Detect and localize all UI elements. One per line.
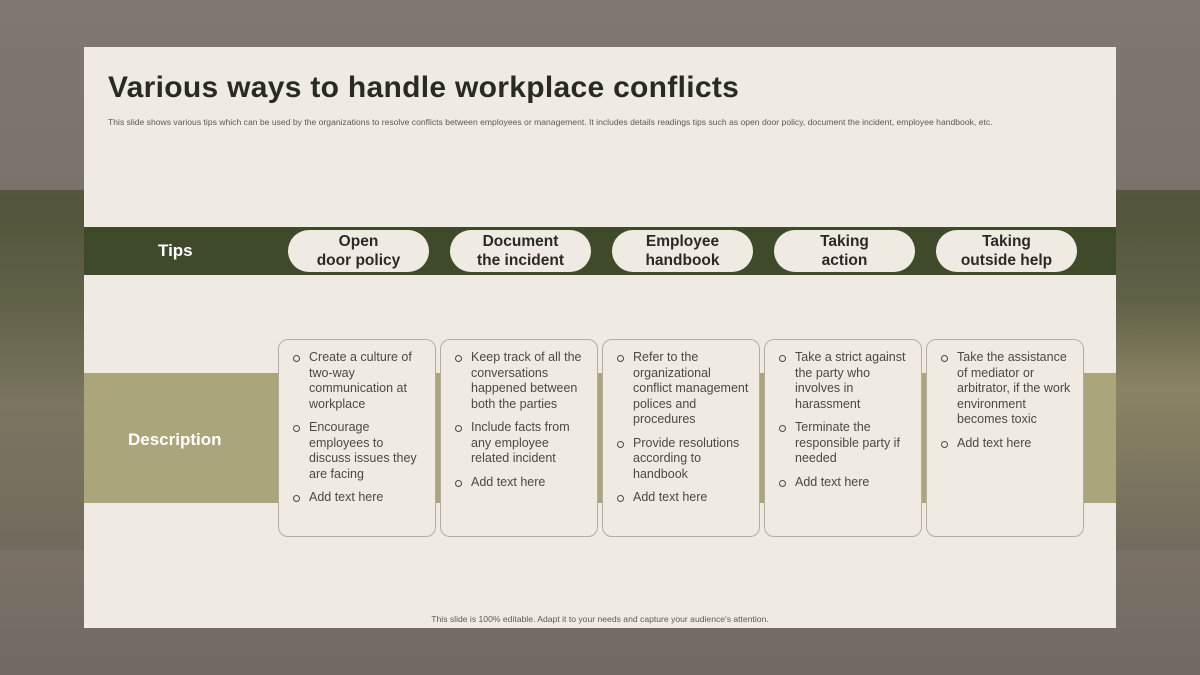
list-item-text: Add text here [957,435,1032,450]
circle-bullet-icon [617,355,624,362]
tip-line: handbook [645,252,720,269]
description-card-open-door-policy [278,339,436,537]
tip-pill-employee-handbook [612,230,753,272]
tip-line: door policy [316,252,401,269]
description-card-employee-handbook [602,339,760,537]
tip-line: action [821,252,868,269]
circle-bullet-icon [779,355,786,362]
slide-footer: This slide is 100% editable. Adapt it to your needs and capture your audience's attention. [431,614,769,624]
circle-bullet-icon [779,480,786,487]
tip-pill-document-the-incident [450,230,591,272]
tip-pill-taking-outside-help [936,230,1077,272]
list-item-text: Provide resolutions according to handbook [633,435,740,481]
list-item-text: Take a strict against the party who involves in harassment [795,350,906,411]
tip-pill-taking-action [774,230,915,272]
list-item [455,475,589,491]
circle-bullet-icon [617,441,624,448]
list-item [617,350,751,428]
tip-line: Employee [645,233,720,250]
list-item [941,436,1075,452]
circle-bullet-icon [941,441,948,448]
list-item-text: Add text here [795,474,870,489]
list-item [293,350,427,412]
circle-bullet-icon [455,425,462,432]
slide-title: Various ways to handle workplace conflicts [108,71,740,104]
list-item-text: Create a culture of two-way communication at workplace [309,350,412,411]
circle-bullet-icon [293,425,300,432]
circle-bullet-icon [455,355,462,362]
list-item [779,475,913,491]
slide-subtitle: This slide shows various tips which can be used by the organizations to resolve conflicts between employees or management. It includes details readings tips such as open door policy, document the incident, employee handbook, etc. [108,117,993,127]
list-item [617,436,751,483]
circle-bullet-icon [941,355,948,362]
tip-line: Document [482,233,559,250]
tip-line: outside help [960,252,1053,269]
circle-bullet-icon [293,495,300,502]
list-item-text: Refer to the organizational conflict management polices and procedures [633,350,749,426]
list-item [779,420,913,467]
list-item-text: Add text here [633,490,708,504]
list-item-text: Add text here [471,474,546,489]
tips-row-label: Tips [158,241,193,260]
list-item [941,350,1075,428]
list-item [617,490,751,506]
list-item [455,350,589,412]
circle-bullet-icon [455,480,462,487]
description-card-document-the-incident [440,339,598,537]
list-item-text: Keep track of all the conversations happened between both the parties [471,350,582,411]
list-item [293,490,427,506]
tip-pill-open-door-policy [288,230,429,272]
list-item-text: Take the assistance of mediator or arbitrator, if the work environment becomes toxic [957,350,1071,426]
tip-line: Taking [820,233,869,250]
backdrop-left [0,190,84,550]
list-item [293,420,427,482]
description-card-taking-action [764,339,922,537]
list-item-text: Terminate the responsible party if needed [795,420,900,465]
list-item [455,420,589,467]
description-row-label: Description [128,430,222,449]
backdrop-right [1116,190,1200,550]
circle-bullet-icon [617,495,624,502]
list-item [779,350,913,412]
circle-bullet-icon [779,425,786,432]
tip-line: the incident [477,252,564,269]
list-item-text: Include facts from any employee related incident [471,420,570,465]
list-item-text: Add text here [309,490,384,504]
circle-bullet-icon [293,355,300,362]
list-item-text: Encourage employees to discuss issues they are facing [309,420,417,481]
description-card-taking-outside-help [926,339,1084,537]
slide [84,47,1116,628]
tip-line: Taking [982,233,1031,250]
tip-line: Open [338,233,379,250]
